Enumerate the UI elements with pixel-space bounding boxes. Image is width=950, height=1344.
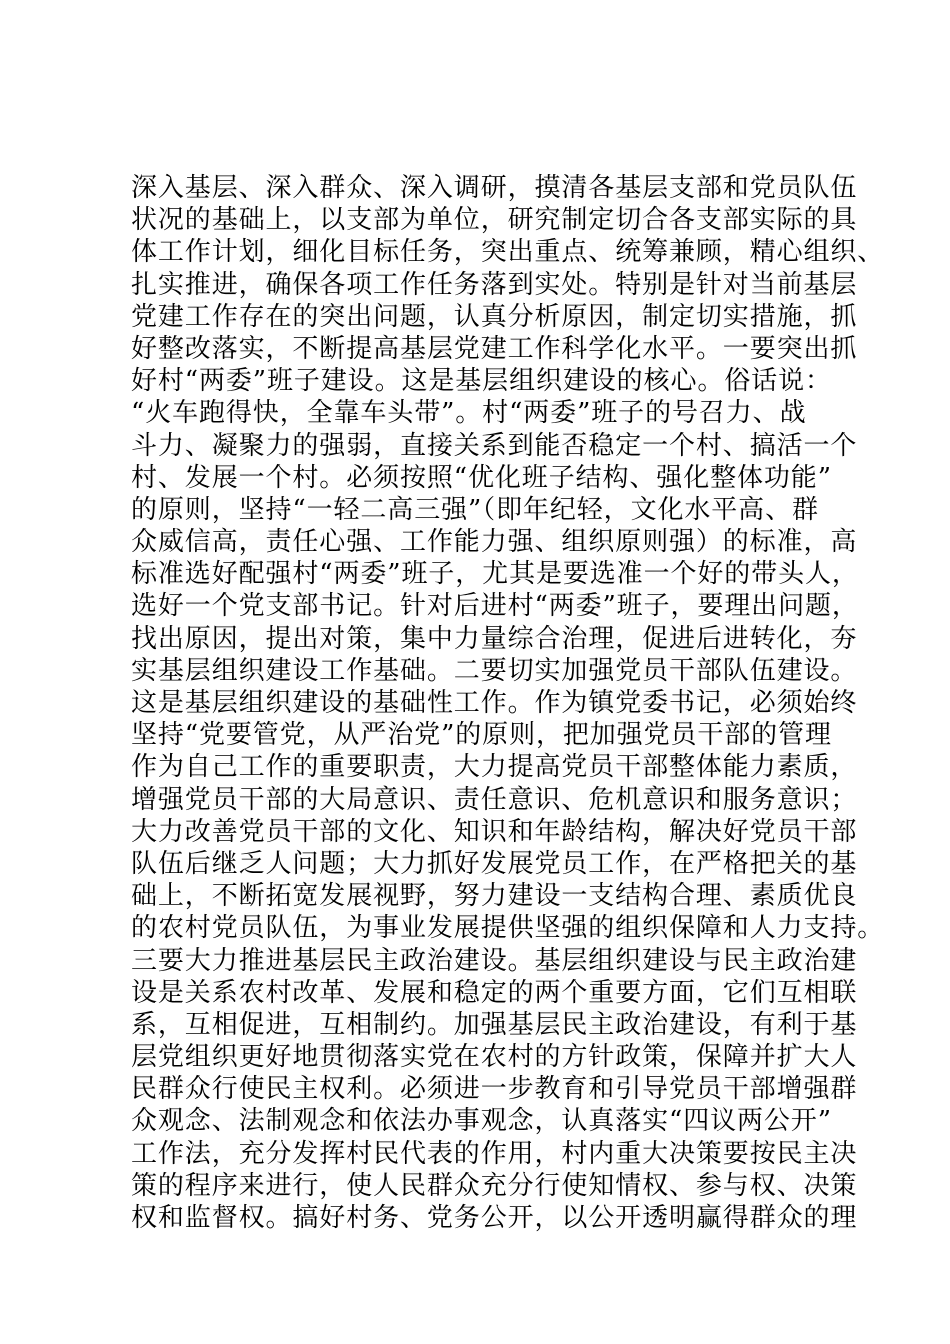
text-line: 权和监督权。搞好村务、党务公开，以公开透明赢得群众的理 (131, 1203, 858, 1233)
text-line: 好整改落实，不断提高基层党建工作科学化水平。一要突出抓 (131, 333, 858, 364)
text-line: 增强党员干部的大局意识、责任意识、危机意识和服务意识； (131, 784, 858, 815)
text-line: 实基层组织建设工作基础。二要切实加强党员干部队伍建设。 (131, 655, 858, 686)
text-line: 深入基层、深入群众、深入调研，摸清各基层支部和党员队伍 (131, 173, 858, 203)
text-line: 层党组织更好地贯彻落实党在农村的方针政策，保障并扩大人 (131, 1042, 858, 1073)
text-line: 作为自己工作的重要职责，大力提高党员干部整体能力素质， (131, 752, 858, 783)
text-line: 民群众行使民主权利。必须进一步教育和引导党员干部增强群 (131, 1074, 858, 1105)
text-line: 找出原因，提出对策，集中力量综合治理，促进后进转化，夯 (131, 623, 858, 654)
text-line: 标准选好配强村“两委”班子，尤其是要选准一个好的带头人， (131, 559, 859, 590)
text-line: 体工作计划，细化目标任务，突出重点、统筹兼顾，精心组织、 (131, 237, 885, 268)
text-line: 好村“两委”班子建设。这是基层组织建设的核心。俗话说： (131, 366, 832, 397)
text-line: 队伍后继乏人问题；大力抓好发展党员工作，在严格把关的基 (131, 848, 858, 879)
text-line: 三要大力推进基层民主政治建设。基层组织建设与民主政治建 (131, 945, 858, 976)
text-line: 村、发展一个村。必须按照“优化班子结构、强化整体功能” (131, 462, 832, 493)
text-line: 坚持“党要管党，从严治党”的原则，把加强党员干部的管理 (131, 720, 832, 751)
text-line: 的原则，坚持“一轻二高三强”（即年纪轻，文化水平高、群 (131, 494, 819, 525)
text-line: 选好一个党支部书记。针对后进村“两委”班子，要理出问题， (131, 591, 859, 622)
body-paragraph (131, 172, 885, 1234)
text-line: 众威信高，责任心强、工作能力强、组织原则强）的标准，高 (131, 527, 858, 558)
text-line: 众观念、法制观念和依法办事观念，认真落实“四议两公开” (131, 1106, 832, 1137)
text-line: 策的程序来进行，使人民群众充分行使知情权、参与权、决策 (131, 1170, 858, 1201)
text-line: “火车跑得快，全靠车头带”。村“两委”班子的号召力、战 (131, 398, 807, 429)
text-line: 状况的基础上，以支部为单位，研究制定切合各支部实际的具 (131, 205, 858, 236)
text-line: 础上，不断拓宽发展视野，努力建设一支结构合理、素质优良 (131, 881, 858, 912)
text-line: 斗力、凝聚力的强弱，直接关系到能否稳定一个村、搞活一个 (131, 430, 858, 461)
text-line: 的农村党员队伍，为事业发展提供坚强的组织保障和人力支持。 (131, 913, 885, 944)
text-line: 设是关系农村改革、发展和稳定的两个重要方面，它们互相联 (131, 977, 858, 1008)
text-line: 系，互相促进，互相制约。加强基层民主政治建设，有利于基 (131, 1009, 858, 1040)
text-line: 党建工作存在的突出问题，认真分析原因，制定切实措施，抓 (131, 301, 858, 332)
text-line: 扎实推进，确保各项工作任务落到实处。特别是针对当前基层 (131, 269, 858, 300)
text-line: 工作法，充分发挥村民代表的作用，村内重大决策要按民主决 (131, 1138, 858, 1169)
text-line: 这是基层组织建设的基础性工作。作为镇党委书记，必须始终 (131, 688, 858, 718)
text-line: 大力改善党员干部的文化、知识和年龄结构，解决好党员干部 (131, 816, 858, 847)
